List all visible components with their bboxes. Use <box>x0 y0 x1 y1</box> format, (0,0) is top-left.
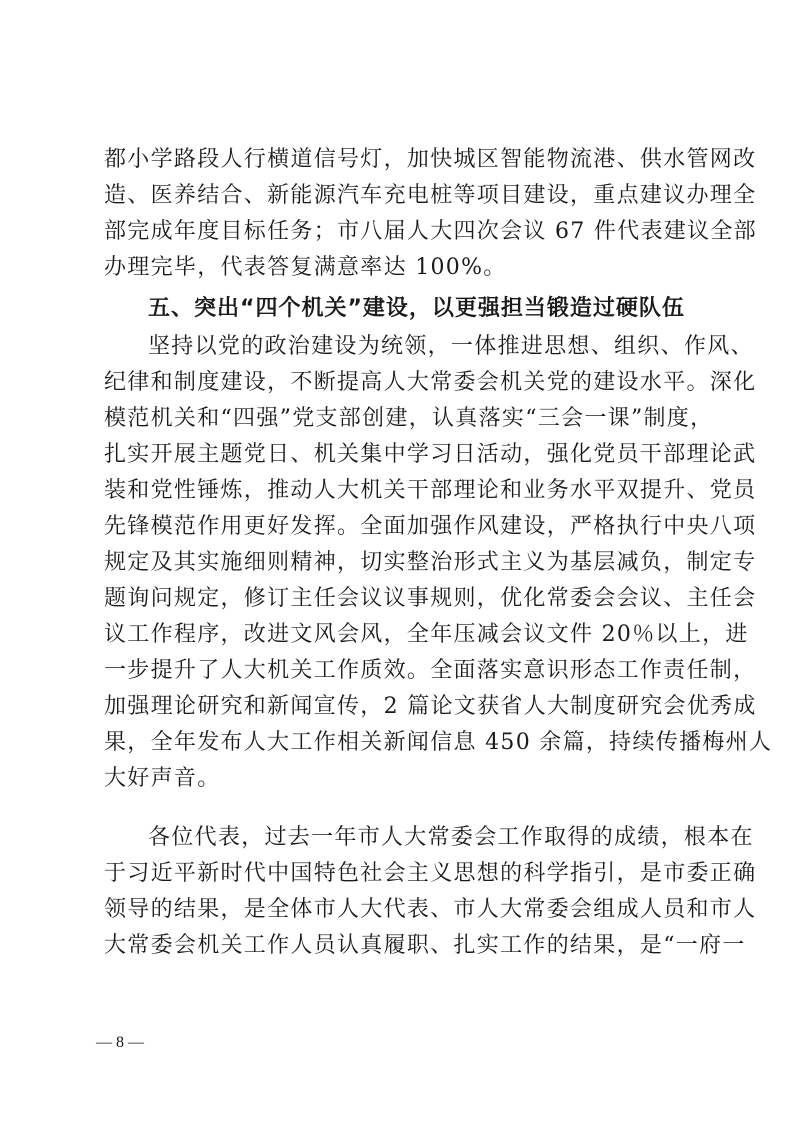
text-line: 先锋模范作用更好发挥。全面加强作风建设，严格执行中央八项 <box>104 514 757 539</box>
text-line: 一步提升了人大机关工作质效。全面落实意识形态工作责任制， <box>104 658 757 683</box>
text-line: 办理完毕，代表答复满意率达 100%。 <box>104 255 507 280</box>
section-heading: 五、突出“四个机关”建设，以更强担当锻造过硬队伍 <box>148 296 685 321</box>
text-line: 装和党性锤炼，推动人大机关干部理论和业务水平双提升、党员 <box>104 478 757 503</box>
text-line: 议工作程序，改进文风会风，全年压减会议文件 20％以上，进 <box>104 622 749 647</box>
text-line: 题询问规定，修订主任会议议事规则，优化常委会会议、主任会 <box>104 586 757 611</box>
text-line: 模范机关和“四强”党支部创建，认真落实“三会一课”制度， <box>104 406 714 431</box>
text-line: 坚持以党的政治建设为统领，一体推进思想、组织、作风、 <box>148 334 754 359</box>
text-line: 都小学路段人行横道信号灯，加快城区智能物流港、供水管网改 <box>104 147 757 172</box>
text-line: 各位代表，过去一年市人大常委会工作取得的成绩，根本在 <box>148 825 754 850</box>
text-line: 造、医养结合、新能源汽车充电桩等项目建设，重点建议办理全 <box>104 183 757 208</box>
text-line: 于习近平新时代中国特色社会主义思想的科学指引，是市委正确 <box>104 861 757 886</box>
text-line: 领导的结果，是全体市人大代表、市人大常委会组成人员和市人 <box>104 897 757 922</box>
paragraph-section5 <box>104 329 773 797</box>
page-number: — 8 — <box>96 1034 144 1051</box>
paragraph-top <box>104 142 757 286</box>
text-line: 果，全年发布人大工作相关新闻信息 450 余篇，持续传播梅州人 <box>104 730 773 755</box>
text-line: 纪律和制度建设，不断提高人大常委会机关党的建设水平。深化 <box>104 370 757 395</box>
text-line: 扎实开展主题党日、机关集中学习日活动，强化党员干部理论武 <box>104 442 757 467</box>
section-heading-block <box>104 291 698 327</box>
text-line: 大好声音。 <box>104 766 221 791</box>
text-line: 加强理论研究和新闻宣传，2 篇论文获省人大制度研究会优秀成 <box>104 694 757 719</box>
paragraph-summary <box>104 820 757 964</box>
text-line: 规定及其实施细则精神，切实整治形式主义为基层减负，制定专 <box>104 550 757 575</box>
text-line: 部完成年度目标任务；市八届人大四次会议 67 件代表建议全部 <box>104 219 757 244</box>
text-line: 大常委会机关工作人员认真履职、扎实工作的结果，是“一府一 <box>104 933 746 958</box>
